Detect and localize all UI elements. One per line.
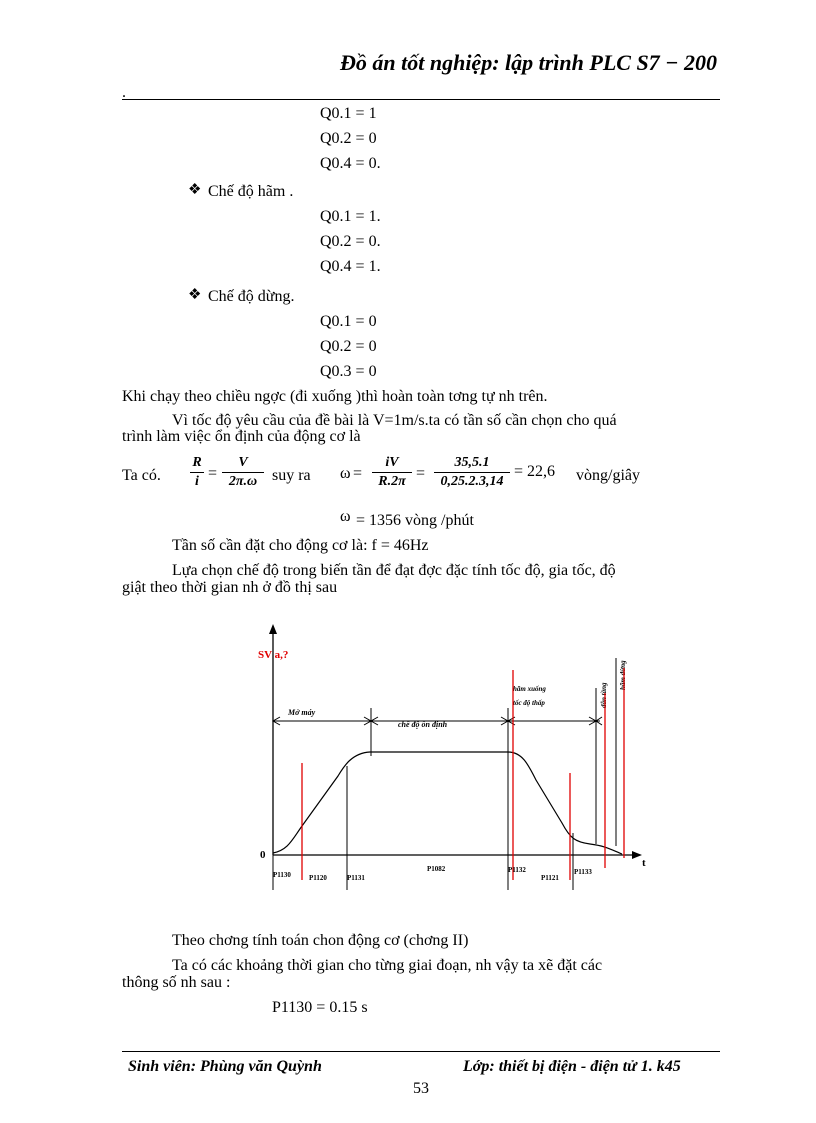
line-stop-q01: Q0.1 = 0: [320, 313, 377, 330]
header-dot: .: [122, 84, 126, 101]
fraction-numeric: $\frac{35,5.1}{0,25.2.3,14}$: [434, 455, 510, 490]
y-axis-arrow-icon: [269, 624, 277, 634]
line-q02: Q0.2 = 0: [320, 130, 377, 147]
label-p1130: P1130: [273, 871, 291, 879]
paragraph-speed-b: trình làm việc ổn định của động cơ là: [122, 428, 361, 445]
x-axis-arrow-icon: [632, 851, 642, 859]
label-p1120: P1120: [309, 874, 327, 882]
stop-mode-heading: Chế độ dừng.: [208, 288, 295, 305]
label-p1121: P1121: [541, 874, 559, 882]
y-axis-label: SV a,?: [258, 649, 289, 661]
fraction-iv-over-r2pi: $\frac{iV}{R.2\pi}$: [372, 455, 412, 490]
paragraph-mode-b: giật theo thời gian nh ở đồ thị sau: [122, 579, 338, 596]
page-number: 53: [413, 1080, 429, 1097]
label-p1131: P1131: [347, 874, 365, 882]
param-p1130-line: P1130 = 0.15 s: [272, 999, 368, 1016]
stage-label-decel-2: tốc độ thấp: [513, 699, 545, 707]
paragraph-speed-a: Vì tốc độ yêu cầu của đề bài là V=1m/s.ta có tần số cần chọn cho quá: [172, 412, 617, 429]
label-p1082: P1082: [427, 865, 446, 873]
ta-co-label: Ta có.: [122, 467, 161, 484]
frequency-line: Tần số cần đặt cho động cơ là: f = 46Hz: [172, 537, 429, 554]
line-brake-q01: Q0.1 = 1.: [320, 208, 381, 225]
paragraph-reverse: Khi chạy theo chiều ngợc (đi xuống )thì hoàn toàn tơng tự nh trên.: [122, 388, 548, 405]
line-q01: Q0.1 = 1: [320, 105, 377, 122]
fraction-v-over-2piw: $\frac{V}{2\pi.\omega}$: [222, 455, 264, 490]
brake-mode-heading: Chế độ hãm .: [208, 183, 294, 200]
suy-ra-label: suy ra: [272, 467, 311, 484]
diamond-bullet-icon: ❖: [188, 182, 202, 198]
line-stop-q02: Q0.2 = 0: [320, 338, 377, 355]
stage-label-decel-1: hãm xuống: [513, 685, 546, 693]
line-stop-q03: Q0.3 = 0: [320, 363, 377, 380]
result-unit: vòng/giây: [576, 467, 640, 484]
line-brake-q02: Q0.2 = 0.: [320, 233, 381, 250]
label-p1133: P1133: [574, 868, 592, 876]
origin-label: 0: [260, 849, 266, 861]
footer-student: Sinh viên: Phùng văn Quỳnh: [128, 1058, 322, 1075]
rpm-line: = 1356 vòng /phút: [356, 512, 474, 529]
speed-profile-chart: [240, 618, 680, 898]
header-rule: [122, 99, 720, 100]
page-header-title: Đồ án tốt nghiệp: lập trình PLC S7 − 200: [340, 50, 718, 75]
stage-label-steady: chế độ ổn định: [398, 720, 448, 729]
omega-symbol-2: ω: [340, 508, 351, 525]
paragraph-time-b: thông số nh sau :: [122, 974, 231, 991]
line-brake-q04: Q0.4 = 1.: [320, 258, 381, 275]
parameter-labels: [273, 865, 592, 882]
fraction-r-over-i: $\frac{R}{i}$: [190, 455, 204, 490]
equals-sign: =: [208, 465, 218, 482]
result-value: = 22,6: [514, 463, 556, 480]
equals-sign: =: [353, 465, 363, 482]
x-axis-label: t: [642, 857, 646, 869]
omega-symbol: ω: [340, 465, 351, 482]
stage-label-start: Mở máy: [288, 708, 316, 717]
red-markers: [302, 668, 624, 880]
paragraph-mode-a: Lựa chọn chế độ trong biến tần để đạt đợc đặc tính tốc độ, gia tốc, độ: [172, 562, 616, 579]
footer-class: Lớp: thiết bị điện - điện tử 1. k45: [463, 1058, 681, 1075]
stage-label-creep: dẫn tầng: [600, 682, 608, 708]
footer-rule: [122, 1051, 720, 1052]
label-p1132: P1132: [508, 866, 526, 874]
diamond-bullet-icon: ❖: [188, 287, 202, 303]
paragraph-chapter: Theo chơng tính toán chon động cơ (chơng II): [172, 932, 469, 949]
line-q04: Q0.4 = 0.: [320, 155, 381, 172]
stage-label-stop: hãm dừng: [619, 660, 627, 690]
paragraph-time-a: Ta có các khoảng thời gian cho từng giai đoạn, nh vậy ta xẽ đặt các: [172, 957, 603, 974]
equals-sign: =: [416, 465, 426, 482]
